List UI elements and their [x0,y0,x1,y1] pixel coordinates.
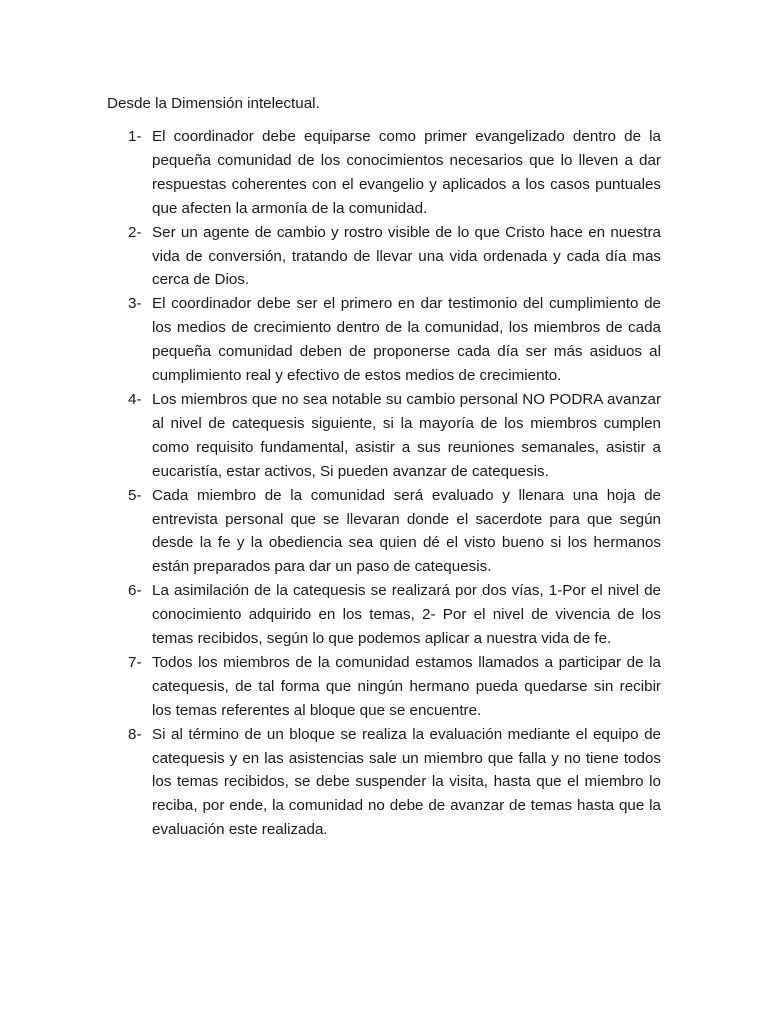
list-item-text: Ser un agente de cambio y rostro visible de lo que Cristo hace en nuestra vida de conversión, tratando de llevar una vida ordenada y cada día mas cerca de Dios. [152,223,661,289]
list-item-text: El coordinador debe equiparse como primer evangelizado dentro de la pequeña comunidad de los conocimientos necesarios que lo lleven a dar respuestas coherentes con el evangelio y aplicados a los casos puntuales que afecten la armonía de la comunidad. [152,128,661,217]
list-item [128,388,661,484]
list-item-number: 6- [128,582,142,600]
list-item-number: 3- [128,295,142,313]
list-item [128,125,661,221]
list-item-text: Los miembros que no sea notable su cambio personal NO PODRA avanzar al nivel de catequesis siguiente, si la mayoría de los miembros cumplen como requisito fundamental, asistir a sus reuniones semanales, asistir a eucaristía, estar activos, Si pueden avanzar de catequesis. [152,390,661,480]
list-item-number: 8- [128,725,142,743]
section-heading: Desde la Dimensión intelectual. [107,95,320,112]
list-item-number: 2- [128,223,142,241]
list-item-text: La asimilación de la catequesis se realizará por dos vías, 1-Por el nivel de conocimiento adquirido en los temas, 2- Por el nivel de vivencia de los temas recibidos, según lo que podemos aplicar a nuestra vida de fe. [152,582,661,648]
numbered-list [128,125,661,842]
list-item-text: El coordinador debe ser el primero en dar testimonio del cumplimiento de los medios de crecimiento dentro de la comunidad, los miembros de cada pequeña comunidad deben de proponerse cada día ser más asiduos al cumplimiento real y efectivo de estos medios de crecimiento. [152,295,661,385]
list-item-text: Cada miembro de la comunidad será evaluado y llenara una hoja de entrevista personal que se llevaran donde el sacerdote para que según desde la fe y la obediencia sea quien dé el visto bueno si los hermanos están preparados para dar un paso de catequesis. [152,486,661,576]
list-item-number: 7- [128,653,142,671]
list-item-number: 4- [128,390,142,408]
list-item [128,292,661,388]
list-item-number: 5- [128,486,142,504]
list-item [128,221,661,293]
list-item [128,723,661,843]
list-item-text: Todos los miembros de la comunidad estamos llamados a participar de la catequesis, de tal forma que ningún hermano pueda quedarse sin recibir los temas referentes al bloque que se encuentre. [152,653,661,719]
list-item [128,651,661,723]
list-item [128,579,661,651]
list-item [128,484,661,580]
list-item-number: 1- [128,128,142,145]
list-item-text: Si al término de un bloque se realiza la evaluación mediante el equipo de catequesis y en las asistencias sale un miembro que falla y no tiene todos los temas recibidos, se debe suspender la visita, hasta que el miembro lo reciba, por ende, la comunidad no debe de avanzar de temas hasta que la evaluación este realizada. [152,725,661,839]
